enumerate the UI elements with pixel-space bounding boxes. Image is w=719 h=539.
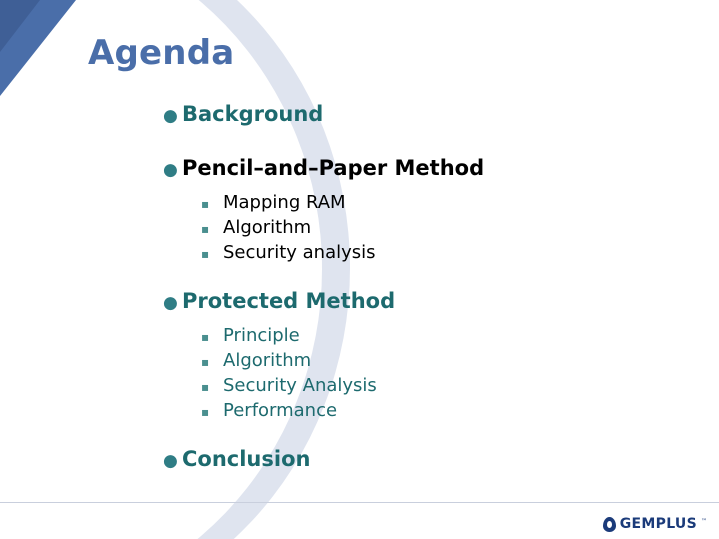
bullet-square-icon: ▪ — [201, 222, 210, 236]
list-item-label: Performance — [223, 400, 338, 421]
bullet-dot-icon: ● — [163, 106, 178, 126]
list-item — [201, 323, 683, 348]
list-item — [163, 287, 683, 315]
list-item-label: Conclusion — [182, 447, 311, 471]
list-item-label: Algorithm — [223, 217, 312, 238]
spacer — [163, 315, 683, 323]
list-item — [201, 398, 683, 423]
gemplus-logo-text: GEMPLUS — [619, 516, 697, 532]
footer-divider — [0, 502, 719, 503]
list-item-label: Security Analysis — [223, 375, 377, 396]
list-item-label: Security analysis — [223, 242, 376, 263]
spacer — [163, 182, 683, 190]
list-item — [201, 348, 683, 373]
list-item-label: Pencil–and–Paper Method — [182, 156, 485, 180]
spacer — [163, 128, 683, 154]
bullet-square-icon: ▪ — [201, 197, 210, 211]
list-item-label: Mapping RAM — [223, 192, 346, 213]
gemplus-logo — [603, 516, 707, 532]
list-item — [201, 215, 683, 240]
list-item — [201, 373, 683, 398]
bullet-dot-icon: ● — [163, 293, 178, 313]
bullet-dot-icon: ● — [163, 451, 178, 471]
gemplus-mark-icon — [603, 517, 616, 532]
list-item — [163, 445, 683, 473]
bullet-dot-icon: ● — [163, 160, 178, 180]
bullet-square-icon: ▪ — [201, 380, 210, 394]
list-item-label: Principle — [223, 325, 300, 346]
spacer — [163, 423, 683, 445]
bullet-square-icon: ▪ — [201, 355, 210, 369]
list-item — [201, 240, 683, 265]
list-item — [163, 100, 683, 128]
spacer — [163, 265, 683, 287]
list-item-label: Algorithm — [223, 350, 312, 371]
bullet-square-icon: ▪ — [201, 330, 210, 344]
list-item-label: Protected Method — [182, 289, 396, 313]
list-item — [201, 190, 683, 215]
trademark-symbol: ™ — [701, 518, 707, 525]
list-item-label: Background — [182, 102, 324, 126]
bullet-square-icon: ▪ — [201, 405, 210, 419]
page-title: Agenda — [88, 33, 235, 73]
list-item — [163, 154, 683, 182]
agenda-outline — [163, 100, 683, 473]
bullet-square-icon: ▪ — [201, 247, 210, 261]
